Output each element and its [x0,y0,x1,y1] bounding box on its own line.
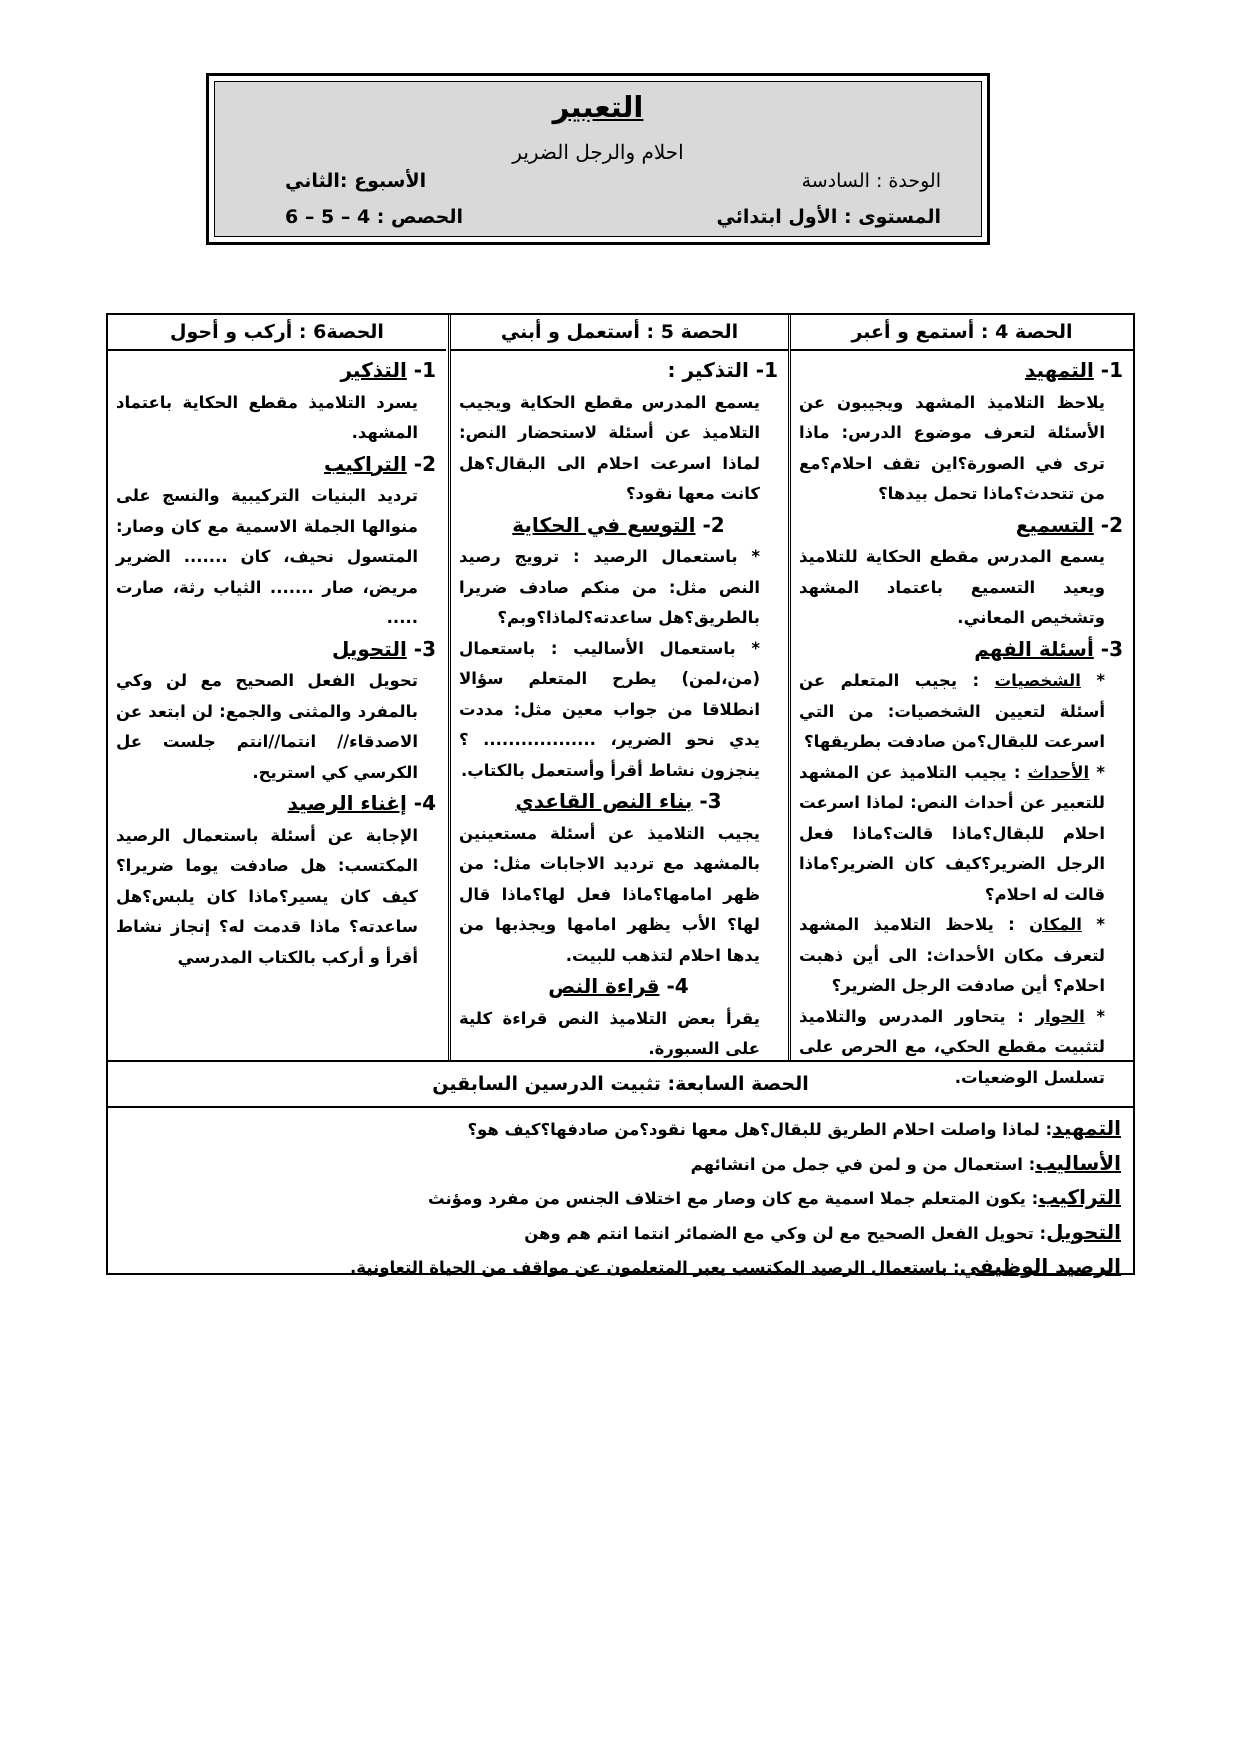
block-text: يجيب التلاميذ عن أسئلة مستعينين بالمشهد مع ترديد الاجابات مثل: من ظهر امامها؟ماذا فعل لها؟ماذا قال لها؟ الأب يظهر امامها ويجذبها من يدها احلام لتذهب للبيت. [459,823,760,965]
block-text: تحويل الفعل الصحيح مع لن وكي بالمفرد والمثنى والجمع: لن ابتعد عن الاصدقاء// انتما//انتم جلست عل الكرسي كي استريح. [116,671,418,782]
block-heading: التراكيب [324,451,407,476]
column-body [108,351,446,973]
block: 4- إغناء الرصيد [287,791,436,815]
block-heading: التذكير [340,358,407,382]
block-heading: التسميع [1015,512,1094,537]
block-text: يلاحظ التلاميذ المشهد ويجيبون عن الأسئلة لتعرف موضوع الدرس: ماذا ترى في الصورة؟اين تقف احلام؟مع من تتحدث؟ماذا تحمل بيدها؟ [799,392,1105,503]
line-key: التحويل [1046,1219,1121,1244]
block-text: ترديد البنيات التركيبية والنسج على منوالها الجملة الاسمية مع كان وصار: المتسول نحيف، كان ....... الضرير مريض، صار ....... الثياب رثة، صارت ..... [116,486,418,627]
column-session-4 [791,315,1133,1087]
column-session-6 [108,315,446,1060]
block-heading: التذكير : [667,358,749,382]
block-heading: التوسع في الحكاية [512,512,696,537]
line-key: الأساليب [1035,1150,1121,1175]
block: 2- التراكيب [324,451,436,476]
bullet-label: الأحداث [1027,762,1090,782]
lesson-table [106,313,1135,1278]
block-heading: بناء النص القاعدي [515,789,693,813]
column-header: الحصة6 : أركب و أحول [108,315,446,351]
block-heading: قراءة النص [548,974,660,998]
line-key: الرصيد الوظيفي [959,1254,1121,1278]
divider [108,1106,1133,1108]
block: 3- التحويل [331,636,436,661]
block-text: يسمع المدرس مقطع الحكاية للتلاميذ ويعيد التسميع باعتماد المشهد وتشخيص المعاني. [799,547,1105,627]
column-body [791,351,1133,1093]
block-heading: التمهيد [1024,358,1094,382]
block: 1- التذكير : [667,358,778,382]
bullet-item: * باستعمال الأساليب : باستعمال (من،لمن) يطرح المتعلم سؤالا انطلاقا من جواب معين مثل: مددت يدي نحو الضرير، .................. ؟ ينجزون نشاط أقرأ وأستعمل بالكتاب. [459,638,760,780]
bullet-item: * المكان : يلاحظ التلاميذ المشهد لتعرف مكان الأحداث: الى أين ذهبت احلام؟ أين صادفت الرجل الضرير؟ [799,915,1105,995]
block: 2- التسميع [1015,512,1123,537]
block-text: يسمع المدرس مقطع الحكاية ويجيب التلاميذ عن أسئلة لاستحضار النص: لماذا اسرعت احلام الى البقال؟هل كانت معها نقود؟ [459,392,760,503]
bullet-label: الشخصيات [994,671,1081,690]
block: 1- التمهيد [1024,358,1123,382]
block-text: يسرد التلاميذ مقطع الحكاية باعتماد المشهد. [116,392,418,442]
block: 1- التذكير [340,358,436,382]
column-header: الحصة 5 : أستعمل و أبني [451,315,788,351]
block: 3- بناء النص القاعدي [515,789,722,813]
line-key: التراكيب [1038,1185,1121,1209]
session-7-line: التحويل: تحويل الفعل الصحيح مع لن وكي مع الضمائر انتما انتم هم وهن [524,1219,1121,1244]
bullet-item: * باستعمال الرصيد : ترويج رصيد النص مثل: من منكم صادف ضريرا بالطريق؟هل ساعدته؟لماذا؟وبم؟ [459,547,761,627]
page-title: التعبير [552,90,644,124]
session-7-line: التراكيب: يكون المتعلم جملا اسمية مع كان وصار مع اختلاف الجنس من مفرد ومؤنث [428,1185,1121,1209]
session-7-header: الحصة السابعة: تثبيت الدرسين السابقين [432,1073,809,1095]
bullet-label: المكان [1029,915,1082,934]
block: 2- التوسع في الحكاية [512,512,725,537]
block-heading: إغناء الرصيد [287,791,407,815]
bullet-item: * الشخصيات : يجيب المتعلم عن أسئلة لتعيين الشخصيات: من التي اسرعت للبقال؟من صادفت بطريقها؟ [799,671,1106,751]
level-label: المستوى : الأول ابتدائي [716,206,941,228]
session-7-line: التمهيد: لماذا واصلت احلام الطريق للبقال؟هل معها نقود؟من صادفها؟كيف هو؟ [467,1116,1121,1140]
column-body [451,351,788,1065]
sessions-label: الحصص : 4 – 5 – 6 [285,206,463,228]
week-label: الأسبوع :الثاني [285,170,427,192]
column-header: الحصة 4 : أستمع و أعبر [791,315,1133,351]
block: 4- قراءة النص [548,974,689,998]
session-7-body [120,1112,1121,1285]
block: 3- أسئلة الفهم [974,636,1123,661]
bullet-label: الحوار [1035,1006,1085,1026]
block-heading: أسئلة الفهم [974,636,1094,661]
session-7-line: الرصيد الوظيفي: باستعمال الرصيد المكتسب يعبر المتعلمون عن مواقف من الحياة التعاونية. [350,1254,1121,1278]
header-box [206,73,990,245]
column-session-5 [448,315,791,1060]
header-inner [214,81,982,237]
block-heading: التحويل [331,636,407,661]
block-text: الإجابة عن أسئلة باستعمال الرصيد المكتسب: هل صادفت يوما ضريرا؟كيف كان يسير؟ماذا كان يلبس؟هل ساعدته؟ ماذا قدمت له؟ إنجاز نشاط أقرأ و أركب بالكتاب المدرسي [116,825,418,967]
block-text: يقرأ بعض التلاميذ النص قراءة كلية على السبورة. [459,1008,760,1058]
bullet-item: * الأحداث : يجيب التلاميذ عن المشهد للتعبير عن أحداث النص: لماذا اسرعت احلام للبقال؟ماذا قالت؟ماذا فعل الرجل الضرير؟كيف كان الضرير؟ماذا قالت له احلام؟ [799,762,1106,904]
lesson-subtitle: احلام والرجل الضرير [512,140,684,164]
line-key: التمهيد [1052,1116,1121,1140]
unit-label: الوحدة : السادسة [801,170,941,192]
bullet-item: * الحوار : يتحاور المدرس والتلاميذ لتثبيت مقطع الحكي، مع الحرص على تسلسل الوضعيات. [799,1006,1105,1087]
session-7-line: الأساليب: استعمال من و لمن في جمل من انشائهم [690,1150,1121,1175]
